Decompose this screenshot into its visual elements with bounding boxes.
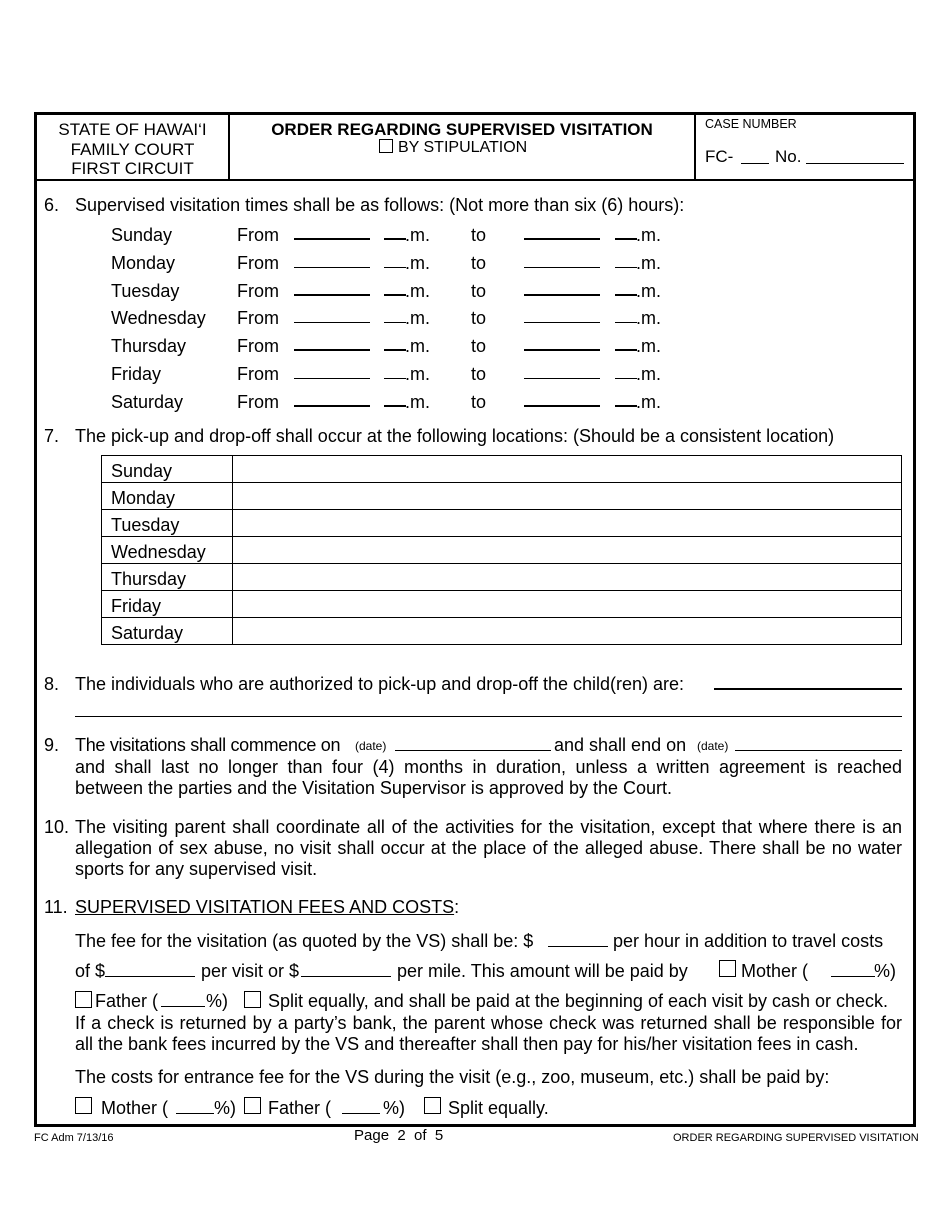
to-meridiem-field[interactable]: [615, 238, 637, 240]
returned-check-text: If a check is returned by a party’s bank, the parent whose check was returned shall be responsible for all the bank fees incurred by the VS and thereafter shall then pay for his/her visitation fees in cash.: [75, 1013, 902, 1054]
meridiem-suffix: .m.: [636, 225, 661, 245]
table-row: [102, 456, 902, 483]
to-label: to: [471, 308, 487, 328]
day-label: Sunday: [111, 225, 173, 245]
from-time-field[interactable]: [294, 378, 370, 379]
to-meridiem-field[interactable]: [615, 322, 637, 323]
costs-split-checkbox[interactable]: [424, 1097, 441, 1114]
end-date-field[interactable]: [735, 750, 902, 751]
mother-percent-field[interactable]: [831, 976, 875, 977]
from-meridiem-field[interactable]: [384, 267, 406, 268]
fc-prefix-field[interactable]: [741, 163, 769, 164]
location-day: Thursday: [102, 564, 233, 591]
meridiem-suffix: .m.: [636, 336, 661, 356]
to-time-field[interactable]: [524, 294, 600, 296]
to-label: to: [471, 225, 487, 245]
section-9-text: and shall last no longer than four (4) months in duration, unless a written agreement is reached between the parties and the Visitation Supervisor is approved by the Court.: [75, 757, 902, 798]
father-percent-field[interactable]: [161, 1006, 205, 1007]
from-meridiem-field[interactable]: [384, 238, 406, 240]
meridiem-suffix: .m.: [405, 364, 430, 384]
from-label: From: [237, 392, 279, 412]
split-equally-checkbox[interactable]: [244, 991, 261, 1008]
frame-right-border: [913, 112, 916, 1126]
of-label: of $: [75, 961, 106, 981]
meridiem-suffix: .m.: [405, 336, 430, 356]
percent-close: %): [214, 1098, 236, 1118]
case-no-label: No.: [775, 147, 802, 166]
location-field[interactable]: [233, 618, 902, 645]
costs-father-percent-field[interactable]: [342, 1113, 380, 1114]
section-11-heading: SUPERVISED VISITATION FEES AND COSTS:: [75, 897, 460, 917]
location-day: Tuesday: [102, 510, 233, 537]
court-line-state: STATE OF HAWAI‘I: [58, 120, 207, 139]
section-8-text: The individuals who are authorized to pick-up and drop-off the child(ren) are:: [75, 674, 685, 694]
section-10-number: 10.: [44, 817, 70, 837]
header-divider-right: [694, 115, 696, 179]
to-label: to: [471, 281, 487, 301]
meridiem-suffix: .m.: [636, 281, 661, 301]
mother-pays-checkbox[interactable]: [719, 960, 736, 977]
from-label: From: [237, 225, 279, 245]
per-mile-label: per mile. This amount will be paid by: [397, 961, 688, 981]
day-label: Friday: [111, 364, 162, 384]
section-7-number: 7.: [44, 426, 60, 446]
location-field[interactable]: [233, 510, 902, 537]
split-payment-text: Split equally, and shall be paid at the beginning of each visit by cash or check.: [268, 991, 889, 1011]
meridiem-suffix: .m.: [636, 253, 661, 273]
frame-bottom-border: [34, 1124, 916, 1127]
meridiem-suffix: .m.: [636, 364, 661, 384]
table-row: [102, 510, 902, 537]
from-time-field[interactable]: [294, 238, 370, 240]
frame-left-border: [34, 112, 37, 1126]
fc-prefix-label: FC-: [705, 147, 734, 166]
location-field[interactable]: [233, 591, 902, 618]
fee-lead-text: The fee for the visitation (as quoted by the VS) shall be: $: [75, 931, 534, 951]
percent-close: %): [383, 1098, 405, 1118]
entrance-costs-text: The costs for entrance fee for the VS during the visit (e.g., zoo, museum, etc.) shall be paid by:: [75, 1067, 830, 1087]
from-time-field[interactable]: [294, 349, 370, 351]
from-label: From: [237, 364, 279, 384]
stipulation-checkbox[interactable]: [379, 139, 393, 153]
from-meridiem-field[interactable]: [384, 349, 406, 351]
to-time-field[interactable]: [524, 267, 600, 268]
end-date-label: (date): [697, 739, 729, 753]
from-meridiem-field[interactable]: [384, 405, 406, 407]
to-meridiem-field[interactable]: [615, 294, 637, 296]
from-label: From: [237, 253, 279, 273]
authorized-individuals-field[interactable]: [714, 688, 902, 690]
per-visit-label: per visit or $: [201, 961, 300, 981]
from-time-field[interactable]: [294, 322, 370, 323]
section-6-number: 6.: [44, 195, 60, 215]
meridiem-suffix: .m.: [636, 308, 661, 328]
locations-table: [101, 455, 902, 645]
court-line-family: FAMILY COURT: [70, 139, 195, 159]
section-7-text: The pick-up and drop-off shall occur at the following locations: (Should be a consistent location): [75, 426, 835, 446]
from-time-field[interactable]: [294, 267, 370, 268]
section-10-text: The visiting parent shall coordinate all of the activities for the visitation, except that where there is an allegation of sex abuse, no visit shall occur at the place of the alleged abuse. There shall be no water sports for any supervised visit.: [75, 817, 902, 879]
commence-date-field[interactable]: [395, 750, 551, 751]
from-time-field[interactable]: [294, 405, 370, 407]
mother-label: Mother (: [741, 961, 809, 981]
location-field[interactable]: [233, 456, 902, 483]
frame-top-border: [34, 112, 916, 115]
from-meridiem-field[interactable]: [384, 322, 406, 323]
from-meridiem-field[interactable]: [384, 378, 406, 379]
meridiem-suffix: .m.: [405, 253, 430, 273]
location-day: Friday: [102, 591, 233, 618]
from-label: From: [237, 308, 279, 328]
meridiem-suffix: .m.: [636, 392, 661, 412]
location-field[interactable]: [233, 564, 902, 591]
location-day: Sunday: [102, 456, 233, 483]
per-mile-cost-field[interactable]: [301, 976, 391, 977]
page-number: Page 2 of 5: [354, 1127, 444, 1144]
costs-mother-percent-field[interactable]: [176, 1113, 214, 1114]
case-number-field[interactable]: [806, 163, 904, 164]
court-name-block: [37, 120, 228, 179]
to-meridiem-field[interactable]: [615, 267, 637, 268]
section-11-heading-text: SUPERVISED VISITATION FEES AND COSTS: [75, 897, 455, 917]
end-label: and shall end on: [554, 735, 687, 755]
day-label: Wednesday: [111, 308, 206, 328]
day-label: Thursday: [111, 336, 187, 356]
from-label: From: [237, 336, 279, 356]
to-time-field[interactable]: [524, 238, 600, 240]
stipulation-label: BY STIPULATION: [398, 139, 528, 156]
from-time-field[interactable]: [294, 294, 370, 296]
to-time-field[interactable]: [524, 378, 600, 379]
from-label: From: [237, 281, 279, 301]
costs-father-label: Father (: [268, 1098, 332, 1118]
location-day: Monday: [102, 483, 233, 510]
to-label: to: [471, 336, 487, 356]
section-11-number: 11.: [44, 897, 68, 917]
table-row: [102, 591, 902, 618]
costs-split-label: Split equally.: [448, 1098, 549, 1118]
meridiem-suffix: .m.: [405, 225, 430, 245]
authorized-individuals-field-line2[interactable]: [75, 716, 902, 717]
costs-mother-label: Mother (: [101, 1098, 169, 1118]
location-day: Saturday: [102, 618, 233, 645]
fee-tail-text: per hour in addition to travel costs: [613, 931, 884, 951]
footer-title: ORDER REGARDING SUPERVISED VISITATION: [673, 1132, 919, 1144]
percent-close: %): [206, 991, 228, 1011]
to-meridiem-field[interactable]: [615, 378, 637, 379]
location-day: Wednesday: [102, 537, 233, 564]
section-9-number: 9.: [44, 735, 60, 755]
table-row: [102, 564, 902, 591]
section-8-number: 8.: [44, 674, 60, 694]
meridiem-suffix: .m.: [405, 308, 430, 328]
commence-date-label: (date): [355, 739, 387, 753]
to-time-field[interactable]: [524, 349, 600, 351]
to-meridiem-field[interactable]: [615, 405, 637, 407]
location-field[interactable]: [233, 483, 902, 510]
to-label: to: [471, 253, 487, 273]
to-time-field[interactable]: [524, 322, 600, 323]
form-id: FC Adm 7/13/16: [34, 1132, 114, 1144]
table-row: [102, 537, 902, 564]
from-meridiem-field[interactable]: [384, 294, 406, 296]
case-number-label: CASE NUMBER: [705, 117, 797, 131]
commence-label: The visitations shall commence on: [75, 735, 341, 755]
day-label: Monday: [111, 253, 176, 273]
day-label: Saturday: [111, 392, 184, 412]
percent-close: %): [874, 961, 896, 981]
meridiem-suffix: .m.: [405, 281, 430, 301]
table-row: [102, 618, 902, 645]
costs-mother-checkbox[interactable]: [75, 1097, 92, 1114]
father-pays-checkbox[interactable]: [75, 991, 92, 1008]
court-line-circuit: FIRST CIRCUIT: [71, 159, 194, 178]
section-6-text: Supervised visitation times shall be as follows: (Not more than six (6) hours):: [75, 195, 685, 215]
to-time-field[interactable]: [524, 405, 600, 407]
costs-father-checkbox[interactable]: [244, 1097, 261, 1114]
to-label: to: [471, 392, 487, 412]
to-label: to: [471, 364, 487, 384]
hourly-fee-field[interactable]: [548, 946, 608, 947]
meridiem-suffix: .m.: [405, 392, 430, 412]
table-row: [102, 483, 902, 510]
location-field[interactable]: [233, 537, 902, 564]
header-bottom-border: [34, 179, 916, 181]
page-title: ORDER REGARDING SUPERVISED VISITATION: [271, 120, 653, 139]
to-meridiem-field[interactable]: [615, 349, 637, 351]
per-visit-cost-field[interactable]: [105, 976, 195, 977]
day-label: Tuesday: [111, 281, 180, 301]
father-label: Father (: [95, 991, 159, 1011]
